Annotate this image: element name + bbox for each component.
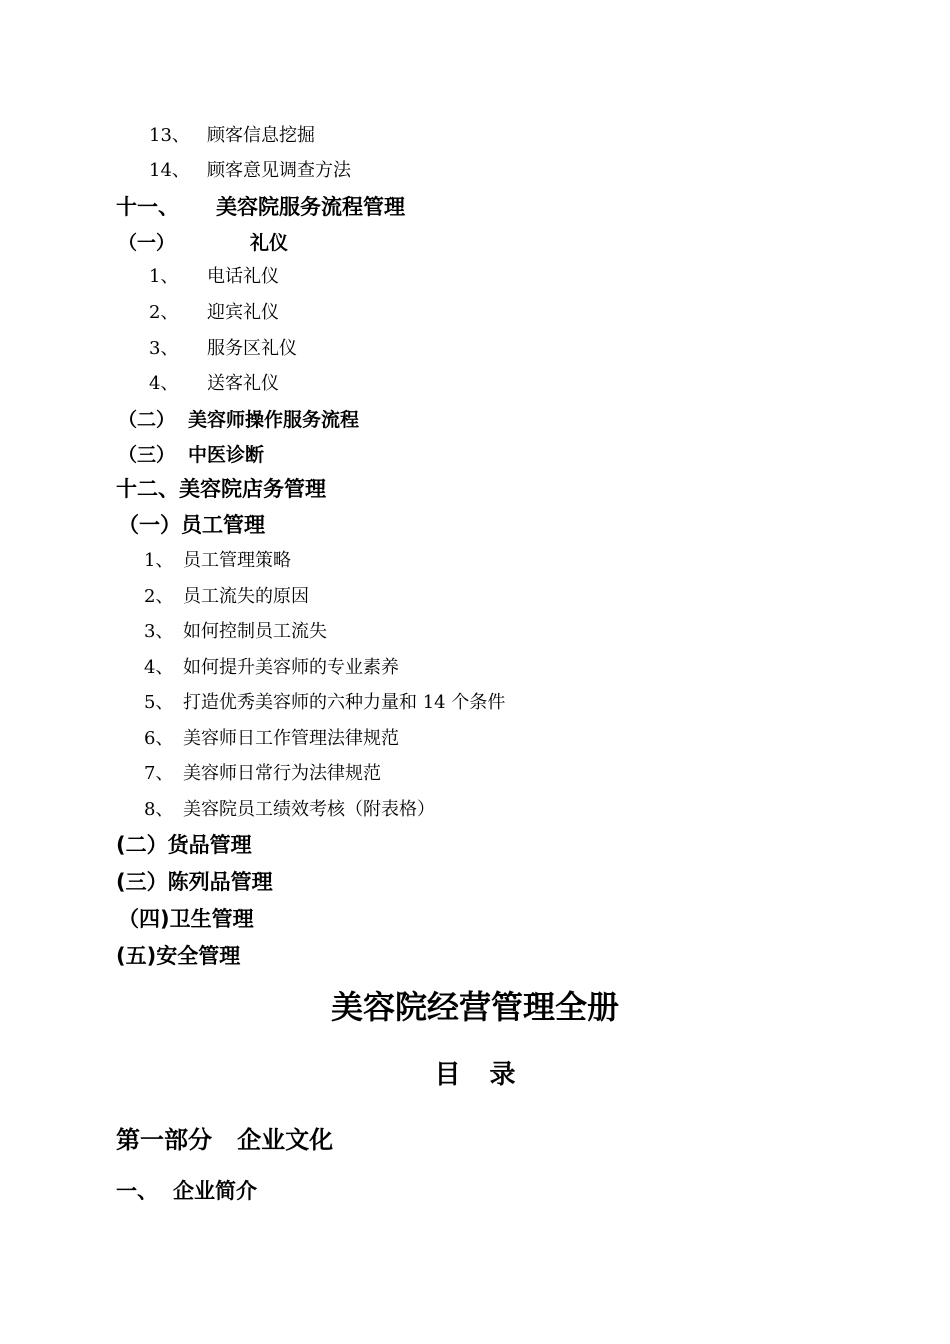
list-item-label: 美容院员工绩效考核（附表格） [183,799,435,820]
toc-subsection-number: （一） [118,232,176,254]
document-title: 美容院经营管理全册 [330,988,619,1026]
list-item-number: 8、 [144,799,174,820]
section-number: 一、 [116,1179,158,1203]
list-item-number: 6、 [144,728,174,749]
toc-subsection-number: （二） [118,409,176,431]
list-item-number: 3、 [144,621,174,642]
list-item-number: 7、 [144,763,174,784]
toc-item-number: 3、 [149,338,179,359]
toc-item-number: 14、 [149,160,190,181]
toc-heading: 目 录 [434,1060,526,1090]
toc-item-label: 送客礼仪 [207,373,279,394]
list-item-label: 如何提升美容师的专业素养 [183,657,399,678]
toc-subsection-number: （三） [118,444,176,466]
toc-subsection-staff: （一）员工管理 [118,513,265,537]
toc-subsection-label: 中医诊断 [188,444,265,466]
toc-chapter-label: 美容院服务流程管理 [216,195,405,219]
toc-item-number: 13、 [149,125,190,146]
toc-item-number: 4、 [149,373,179,394]
toc-item-number: 2、 [149,302,179,323]
list-item-number: 4、 [144,657,174,678]
toc-item-number: 1、 [149,266,179,287]
list-item-label: 如何控制员工流失 [183,621,327,642]
toc-item-label: 服务区礼仪 [207,338,297,359]
list-item-label: 美容师日工作管理法律规范 [183,728,399,749]
toc-chapter-number: 十一、 [116,195,179,219]
list-item-number: 1、 [144,550,174,571]
list-item-label: 美容师日常行为法律规范 [183,763,381,784]
toc-subsection-safety: (五)安全管理 [116,944,241,968]
list-item-label: 员工流失的原因 [183,586,309,607]
toc-chapter-12: 十二、美容院店务管理 [116,477,326,501]
list-item-number: 2、 [144,586,174,607]
toc-subsection-goods: (二）货品管理 [116,833,252,857]
toc-item-label: 迎宾礼仪 [207,302,279,323]
list-item-label: 打造优秀美容师的六种力量和 14 个条件 [183,692,506,713]
toc-subsection-label: 美容师操作服务流程 [188,409,360,431]
toc-item-label: 顾客信息挖掘 [207,125,315,146]
list-item-label: 员工管理策略 [183,550,291,571]
section-label: 企业简介 [173,1179,257,1203]
toc-item-label: 顾客意见调查方法 [207,160,351,181]
toc-subsection-hygiene: （四)卫生管理 [118,907,254,931]
list-item-number: 5、 [144,692,174,713]
toc-subsection-label: 礼仪 [250,232,289,254]
part-title: 第一部分 企业文化 [116,1126,334,1154]
toc-item-label: 电话礼仪 [207,266,279,287]
toc-subsection-display: (三）陈列品管理 [116,870,273,894]
